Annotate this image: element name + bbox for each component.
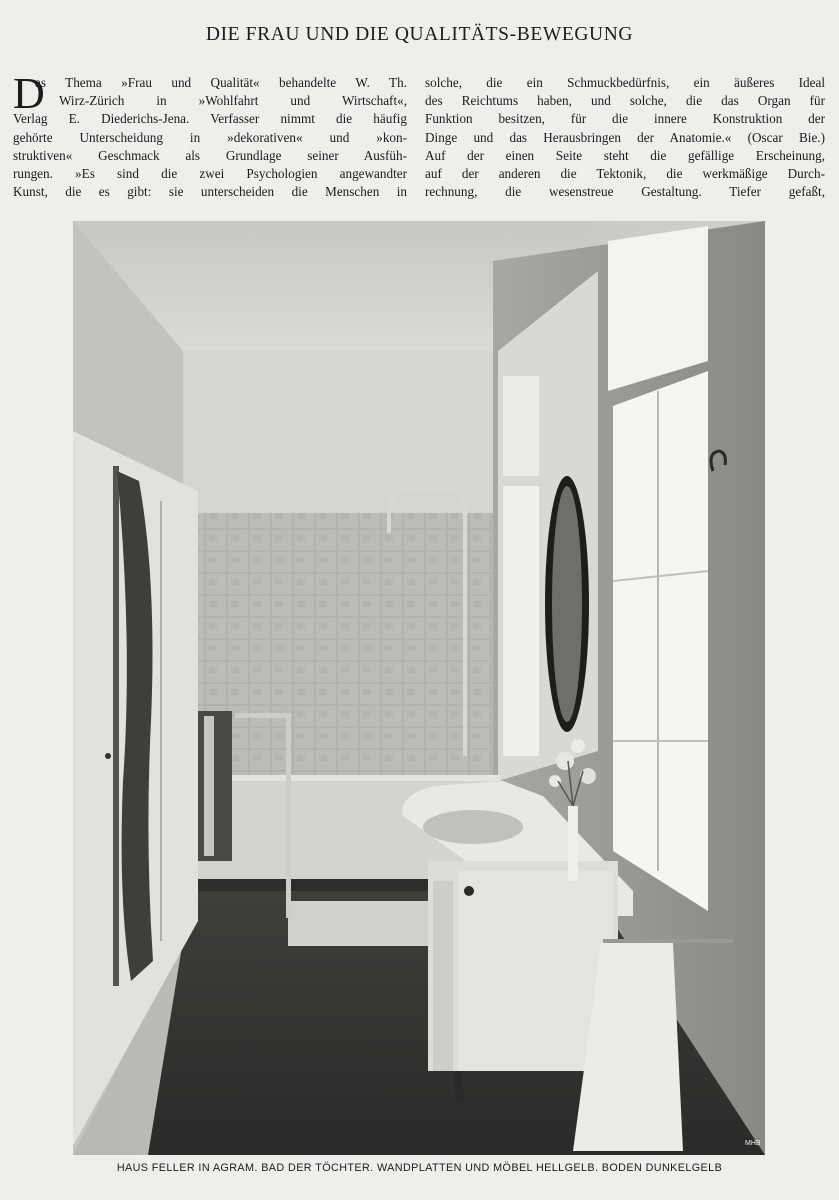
drop-cap: D	[13, 69, 45, 118]
photo-caption: HAUS FELLER IN AGRAM. BAD DER TÖCHTER. WANDPLATTEN UND MÖBEL HELLGELB. BODEN DUNKELGELB	[116, 1162, 723, 1174]
text-line: as Thema »Frau und Qualität« behandelte W. Th.	[35, 75, 407, 90]
text-column-left	[13, 69, 407, 201]
text-line: gehörte Unterscheidung in »dekorativen« und »kon-	[13, 129, 407, 145]
text-line: Auf der einen Seite steht die gefällige Erscheinung,	[425, 147, 825, 163]
text-column-right	[425, 74, 825, 201]
photo-illustration	[73, 221, 765, 1155]
text-line: auf der anderen die Tektonik, die werkmäßige Durch-	[425, 166, 825, 182]
text-line: rechnung, die wesenstreue Gestaltung. Tiefer gefaßt,	[425, 184, 825, 200]
text-line: rungen. »Es sind die zwei Psychologien angewandter	[13, 166, 407, 182]
text-line: Verlag E. Diederichs-Jena. Verfasser nimmt die häufig	[13, 111, 407, 127]
text-line: Dinge und das Herausbringen der Anatomie.« (Oscar Bie.)	[425, 129, 825, 145]
text-line: Wirz-Zürich in »Wohlfahrt und Wirtschaft«,	[59, 93, 407, 109]
text-line: Kunst, die es gibt: sie unterscheiden die Menschen in	[13, 184, 407, 200]
text-line: struktiven« Geschmack als Grundlage seiner Ausfüh-	[13, 147, 407, 163]
text-line: des Reichtums haben, und solche, die das Organ für	[425, 93, 825, 109]
text-line: Funktion besitzen, für die innere Konstruktion der	[425, 111, 825, 127]
photo-monogram: MHB	[745, 1140, 761, 1147]
text-line: solche, die ein Schmuckbedürfnis, ein äußeres Ideal	[425, 75, 825, 90]
article-title: DIE FRAU UND DIE QUALITÄTS-BEWEGUNG	[205, 24, 634, 45]
bathroom-photograph	[73, 221, 765, 1155]
